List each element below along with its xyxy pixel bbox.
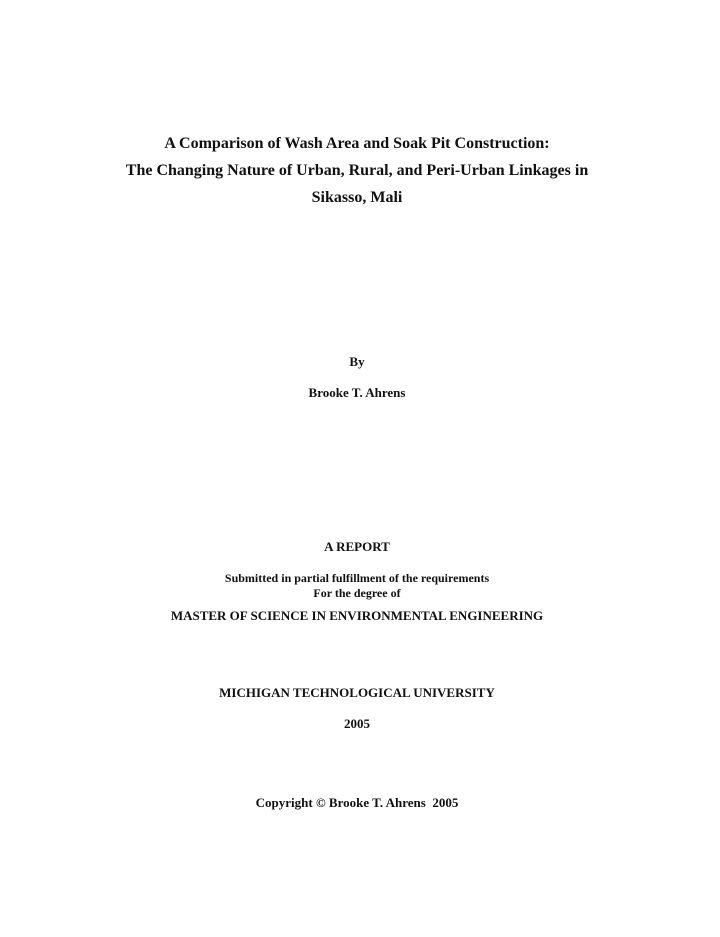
submitted-statement: Submitted in partial fulfillment of the requirements xyxy=(224,571,490,585)
title-line-1: A Comparison of Wash Area and Soak Pit Construction: xyxy=(164,135,550,152)
title-line-2: The Changing Nature of Urban, Rural, and Peri-Urban Linkages in xyxy=(125,162,589,179)
copyright-notice: Copyright © Brooke T. Ahrens 2005 xyxy=(255,795,459,810)
by-label: By xyxy=(349,354,365,369)
year: 2005 xyxy=(344,716,370,731)
degree-intro: For the degree of xyxy=(313,586,401,600)
institution-name: MICHIGAN TECHNOLOGICAL UNIVERSITY xyxy=(219,685,495,700)
title-line-3: Sikasso, Mali xyxy=(311,189,403,206)
report-label: A REPORT xyxy=(324,539,390,554)
degree-name: MASTER OF SCIENCE IN ENVIRONMENTAL ENGINEERING xyxy=(170,608,544,623)
author-name: Brooke T. Ahrens xyxy=(308,385,406,400)
